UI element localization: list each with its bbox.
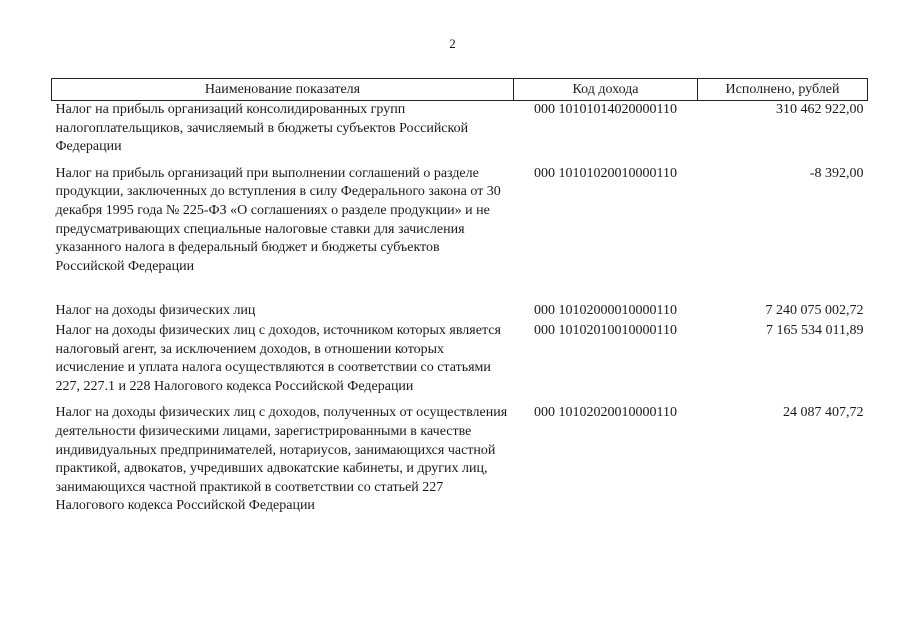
header-income-code: Код дохода (514, 79, 698, 101)
row-name: Налог на прибыль организаций консолидированных групп налогоплательщиков, зачисляемый в бюджеты субъектов Российской Федерации (55, 102, 469, 155)
table-row (52, 101, 868, 165)
row-amount: 7 240 075 002,72 (765, 303, 864, 319)
row-code: 000 10101014020000110 (534, 102, 677, 117)
table-header-row (52, 79, 868, 101)
row-code: 000 10102000010000110 (534, 303, 677, 319)
row-amount: 7 165 534 011,89 (766, 322, 864, 338)
table-row (52, 302, 868, 322)
page-number: 2 (449, 36, 456, 51)
row-name: Налог на доходы физических лиц с доходов, полученных от осуществления деятельности физическими лицами, зарегистрированными в качестве индивидуальных предпринимателей, нотариусов, занимающихся частной практикой, адвокатов, учредивших адвокатские кабинеты, и других лиц, занимающихся частной практикой в соответствии со статьей 227 Налогового кодекса Российской Федерации (55, 405, 508, 514)
row-name: Налог на доходы физических лиц (55, 303, 256, 319)
row-code: 000 10102020010000110 (534, 405, 677, 421)
table-row (52, 322, 868, 404)
header-indicator-name: Наименование показателя (52, 79, 514, 101)
header-executed-amount: Исполнено, рублей (698, 79, 868, 101)
row-amount: -8 392,00 (809, 165, 864, 181)
row-amount: 24 087 407,72 (783, 405, 864, 421)
row-code: 000 10102010010000110 (534, 322, 677, 338)
table-row (52, 404, 868, 516)
row-code: 000 10101020010000110 (534, 165, 677, 181)
table-row (52, 165, 868, 303)
row-amount: 310 462 922,00 (776, 102, 864, 117)
revenue-table (51, 78, 868, 516)
row-name: Налог на доходы физических лиц с доходов, источником которых является налоговый агент, за исключением доходов, в отношении которых исчисление и уплата налога осуществляются в соответствии со статьями 227, 227.1 и 228 Налогового кодекса Российской Федерации (55, 322, 501, 394)
row-name: Налог на прибыль организаций при выполнении соглашений о разделе продукции, заключенных до вступления в силу Федерального закона от 30 декабря 1995 года № 225-ФЗ «О соглашениях о разделе продукции» и не предусматривающих специальные налоговые ставки для зачисления указанного налога в федеральный бюджет и бюджеты субъектов Российской Федерации (55, 165, 501, 274)
